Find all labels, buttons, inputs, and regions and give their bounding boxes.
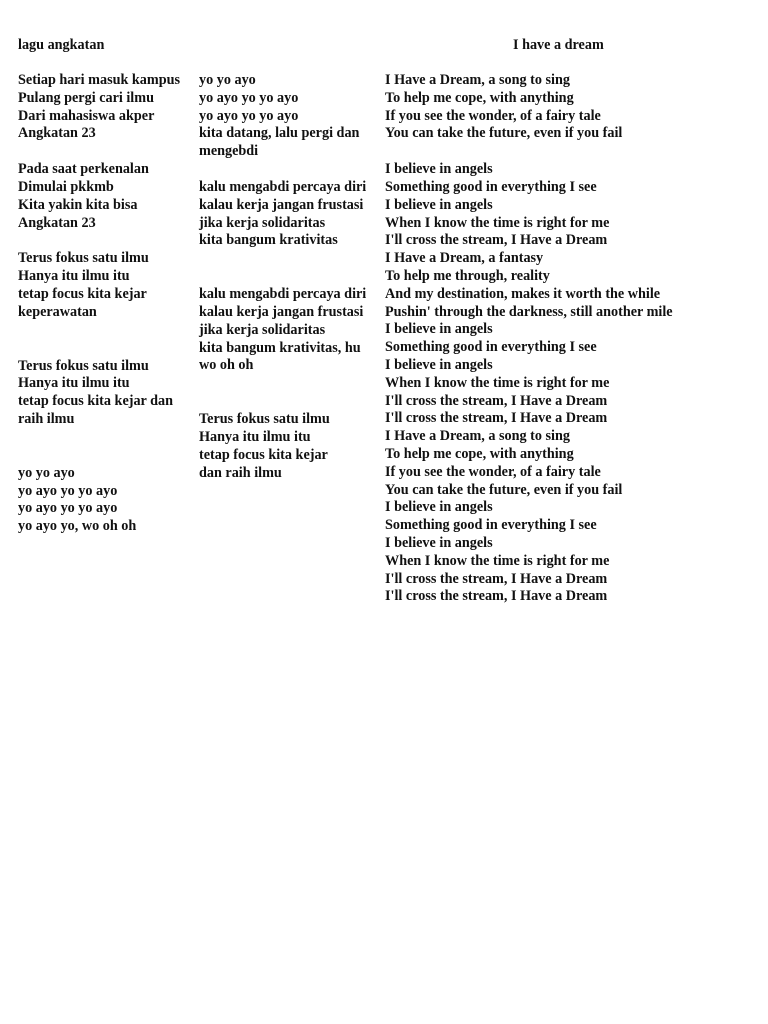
stanza — [199, 411, 369, 482]
lyric-line: Something good in everything I see — [385, 517, 597, 534]
stanza — [18, 72, 188, 143]
lyric-line: Terus fokus satu ilmu — [18, 250, 149, 267]
stanza — [18, 161, 188, 232]
lyric-line: yo yo ayo — [18, 464, 75, 481]
stanza — [199, 72, 369, 161]
lyric-line: If you see the wonder, of a fairy tale — [385, 463, 601, 480]
lyric-line: I Have a Dream, a song to sing — [385, 428, 570, 445]
lyric-line: tetap focus kita kejar — [199, 446, 328, 463]
lyric-line: Terus fokus satu ilmu — [199, 411, 330, 428]
lyric-line: I Have a Dream, a song to sing — [385, 72, 570, 88]
lyric-line: kalau kerja jangan frustasi — [199, 303, 364, 320]
lyric-line: And my destination, makes it worth the while — [385, 285, 661, 302]
stanza — [18, 250, 188, 321]
lyrics-column-2 — [199, 72, 369, 482]
lyric-line: Dimulai pkkmb — [18, 178, 114, 195]
lyric-line: If you see the wonder, of a fairy tale — [385, 107, 601, 124]
lyric-line: Something good in everything I see — [385, 339, 597, 356]
lyric-line: Kita yakin kita bisa — [18, 196, 138, 213]
lyric-line: You can take the future, even if you fail — [385, 125, 623, 142]
lyrics-column-1 — [18, 72, 188, 536]
lyric-line: I believe in angels — [385, 356, 493, 373]
lyric-line: I believe in angels — [385, 161, 493, 178]
lyric-line: Hanya itu ilmu itu — [18, 268, 130, 285]
stanza — [199, 286, 369, 375]
stanza — [385, 72, 755, 143]
lyric-line: When I know the time is right for me — [385, 374, 610, 391]
lyric-line: Hanya itu ilmu itu — [18, 375, 130, 392]
lyric-line: I'll cross the stream, I Have a Dream — [385, 392, 608, 409]
lyric-line: jika kerja solidaritas — [199, 214, 326, 231]
lyrics-column-3 — [385, 72, 755, 606]
lyric-line: Hanya itu ilmu itu — [199, 428, 311, 445]
lyric-line: kita bangum krativitas, hu wo oh oh — [199, 339, 361, 374]
lyric-line: kalu mengabdi percaya diri — [199, 286, 367, 303]
lyric-line: kita bangum krativitas — [199, 232, 338, 249]
lyric-line: I'll cross the stream, I Have a Dream — [385, 570, 608, 587]
lyric-line: When I know the time is right for me — [385, 214, 610, 231]
lyric-line: tetap focus kita kejar dan raih ilmu — [18, 393, 174, 427]
lyric-line: I'll cross the stream, I Have a Dream — [385, 232, 608, 249]
lyric-line: To help me cope, with anything — [385, 89, 574, 106]
lyric-line: yo ayo yo, wo oh oh — [18, 518, 137, 535]
stanza — [385, 161, 755, 606]
lyric-line: kalu mengabdi percaya diri — [199, 178, 367, 195]
lyric-line: Pada saat perkenalan — [18, 161, 149, 178]
right-song-title: I have a dream — [513, 37, 604, 53]
lyric-line: Pushin' through the darkness, still another mile — [385, 303, 673, 320]
lyric-line: yo ayo yo yo ayo — [199, 107, 299, 124]
lyric-line: yo yo ayo — [199, 72, 256, 88]
stanza — [199, 179, 369, 250]
lyric-line: jika kerja solidaritas — [199, 321, 326, 338]
lyric-line: Dari mahasiswa akper — [18, 107, 155, 124]
lyric-line: I believe in angels — [385, 534, 493, 551]
lyric-line: Pulang pergi cari ilmu — [18, 89, 154, 106]
lyric-line: I believe in angels — [385, 499, 493, 516]
lyric-line: dan raih ilmu — [199, 464, 282, 481]
lyric-line: I'll cross the stream, I Have a Dream — [385, 588, 608, 605]
lyric-line: yo ayo yo yo ayo — [18, 482, 118, 499]
lyric-line: yo ayo yo yo ayo — [18, 500, 118, 517]
left-song-title: lagu angkatan — [18, 37, 105, 53]
lyric-line: I Have a Dream, a fantasy — [385, 250, 544, 267]
lyric-line: kita datang, lalu pergi dan mengebdi — [199, 125, 360, 160]
stanza — [18, 358, 188, 429]
lyric-line: Angkatan 23 — [18, 214, 96, 231]
lyric-line: yo ayo yo yo ayo — [199, 89, 299, 106]
lyric-line: I believe in angels — [385, 321, 493, 338]
lyric-line: Setiap hari masuk kampus — [18, 72, 181, 88]
lyric-line: Angkatan 23 — [18, 125, 96, 142]
lyric-line: I'll cross the stream, I Have a Dream — [385, 410, 608, 427]
lyric-line: kalau kerja jangan frustasi — [199, 196, 364, 213]
lyric-line: To help me through, reality — [385, 267, 550, 284]
lyric-line: Something good in everything I see — [385, 178, 597, 195]
lyric-line: tetap focus kita kejar keperawatan — [18, 285, 147, 320]
lyric-line: When I know the time is right for me — [385, 552, 610, 569]
lyric-line: Terus fokus satu ilmu — [18, 357, 149, 374]
lyric-line: I believe in angels — [385, 196, 493, 213]
lyric-line: You can take the future, even if you fail — [385, 481, 623, 498]
lyric-line: To help me cope, with anything — [385, 445, 574, 462]
stanza — [18, 465, 188, 536]
